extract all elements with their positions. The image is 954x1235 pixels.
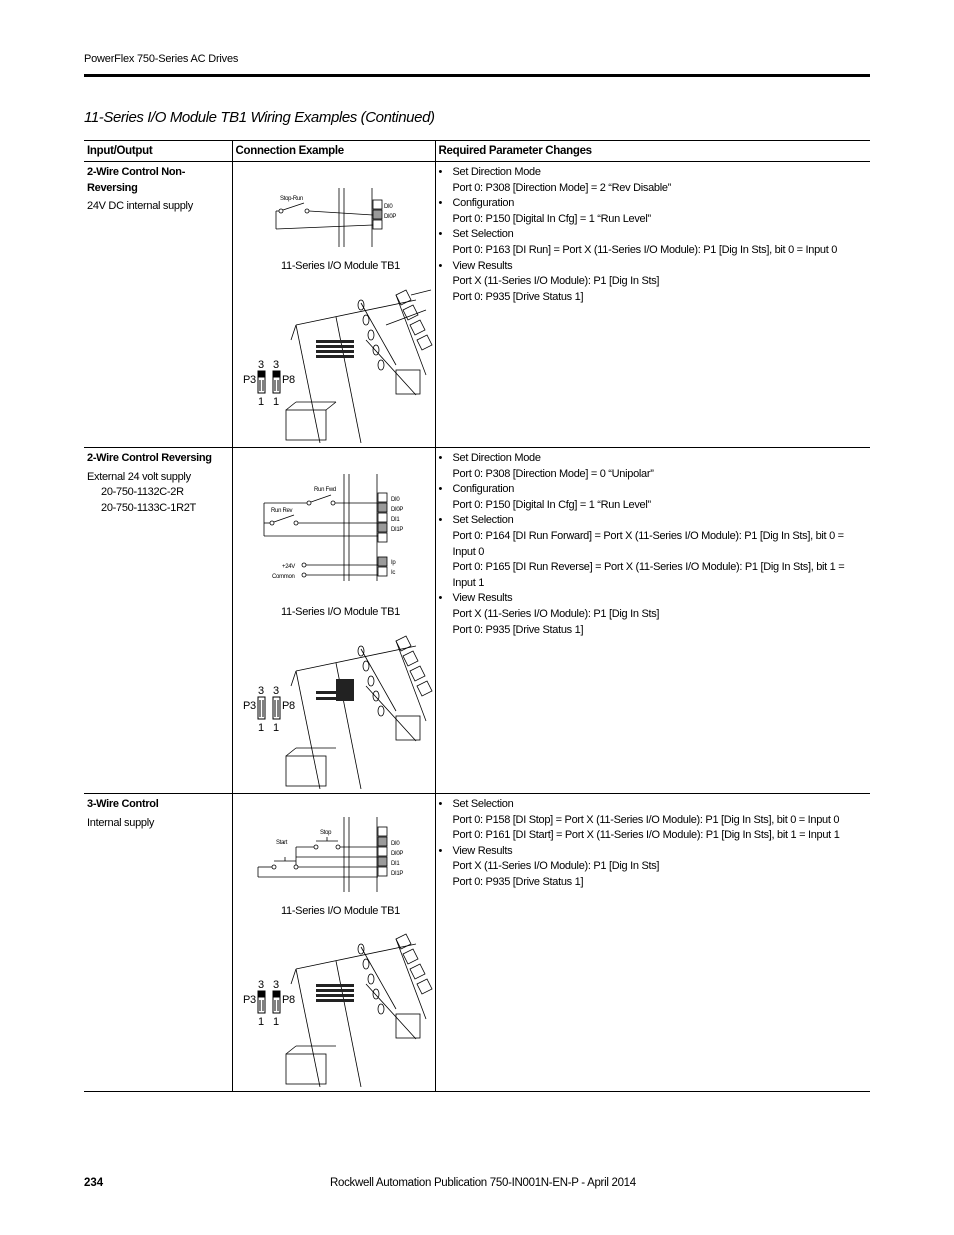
- stop-run-switch: [276, 203, 373, 229]
- change-label: Configuration: [452, 197, 515, 210]
- changes-list: [439, 451, 868, 638]
- change-label: View Results: [452, 259, 513, 272]
- jumper-top-label: 3: [272, 979, 279, 991]
- jumper-p3: [258, 697, 265, 719]
- wiring-diagram-svg: [236, 451, 433, 789]
- module-drawing: [286, 290, 432, 443]
- jumper-right-label: P8: [281, 374, 295, 386]
- change-label: Set Selection: [452, 798, 514, 810]
- terminal-block: [339, 188, 382, 247]
- jumper-p3: [258, 991, 265, 1013]
- jumper-p3: [258, 371, 265, 393]
- param-line: Port X (11-Series I/O Module): P1 [Dig In Sts]: [452, 860, 660, 873]
- supply-label: Common: [271, 574, 295, 580]
- list-item: [453, 227, 868, 258]
- io-model: 20-750-1132C-2R: [101, 486, 184, 499]
- list-item: [453, 844, 868, 891]
- switch-label: Run Fwd: [313, 487, 336, 493]
- switch-label: Run Rev: [270, 508, 292, 514]
- io-cell: [84, 794, 232, 1092]
- io-title: 2-Wire Control Non-Reversing: [87, 166, 186, 194]
- publication-footer: Rockwell Automation Publication 750-IN001N-EN-P - April 2014: [330, 1177, 636, 1189]
- page-number: 234: [84, 1177, 104, 1189]
- switch-label: Stop-Run: [279, 196, 303, 202]
- connection-example-cell: [232, 448, 435, 794]
- terminal-label: Ic: [390, 570, 395, 576]
- terminal-label: DI1: [390, 861, 399, 867]
- io-title: 3-Wire Control: [87, 798, 159, 810]
- terminal-label: DI0P: [383, 214, 396, 220]
- param-line: Port 0: P308 [Direction Mode] = 0 “Unipolar”: [452, 467, 654, 480]
- terminal-label: DI0: [390, 841, 399, 847]
- parameter-changes-cell: [435, 162, 870, 448]
- list-item: [453, 513, 868, 591]
- table-header-row: [84, 141, 870, 162]
- list-item: [453, 797, 868, 844]
- module-drawing: [286, 934, 432, 1087]
- terminal-block: [344, 817, 387, 892]
- wiring-diagram-svg: [236, 797, 433, 1087]
- connector: [316, 984, 354, 1002]
- change-label: Set Selection: [452, 228, 514, 241]
- change-label: Set Direction Mode: [452, 166, 541, 178]
- jumper-left-label: P3: [242, 374, 256, 386]
- io-cell: [84, 448, 232, 794]
- list-item: [453, 451, 868, 482]
- supply-label: +24V: [281, 564, 295, 570]
- param-line: Port 0: P308 [Direction Mode] = 2 “Rev Disable”: [452, 181, 672, 194]
- jumper-top-label: 3: [272, 359, 279, 371]
- io-model: 20-750-1133C-1R2T: [101, 501, 196, 514]
- module-drawing: [286, 636, 432, 789]
- param-line: Port 0: P150 [Digital In Cfg] = 1 “Run Level”: [452, 212, 651, 225]
- connector: [316, 679, 354, 701]
- jumper-bottom-label: 1: [257, 722, 264, 734]
- param-line: Port 0: P935 [Drive Status 1]: [452, 875, 584, 888]
- module-caption: 11-Series I/O Module TB1: [280, 905, 400, 917]
- change-label: Set Selection: [452, 514, 514, 527]
- change-label: View Results: [452, 844, 513, 857]
- changes-list: [439, 165, 868, 305]
- param-line: Port 0: P164 [DI Run Forward] = Port X (11-Series I/O Module): P1 [Dig In Sts], bit 0 = Input 0: [452, 529, 844, 558]
- param-line: Port 0: P161 [DI Start] = Port X (11-Series I/O Module): P1 [Dig In Sts], bit 1 = Input 1: [452, 829, 840, 842]
- param-line: Port 0: P165 [DI Run Reverse] = Port X (11-Series I/O Module): P1 [Dig In Sts], bit 1 = Input 1: [452, 561, 845, 589]
- terminal-label: DI1: [390, 517, 399, 523]
- list-item: [453, 482, 868, 513]
- module-caption: 11-Series I/O Module TB1: [280, 260, 400, 272]
- jumper-left-label: P3: [242, 700, 256, 712]
- switch-label: Start: [275, 840, 287, 846]
- jumper-left-label: P3: [242, 994, 256, 1006]
- jumper-right-label: P8: [281, 994, 295, 1006]
- change-label: Configuration: [452, 483, 515, 496]
- wiring-diagram-svg: [236, 165, 433, 443]
- change-label: Set Direction Mode: [452, 452, 541, 464]
- terminal-label: DI1P: [390, 527, 403, 533]
- terminal-label: DI0: [390, 497, 399, 503]
- jumper-bottom-label: 1: [257, 396, 264, 408]
- changes-list: [439, 797, 868, 891]
- parameter-changes-cell: [435, 794, 870, 1092]
- wiring-diagram: [236, 165, 432, 443]
- jumper-top-label: 3: [257, 685, 264, 697]
- param-line: Port 0: P935 [Drive Status 1]: [452, 290, 584, 303]
- terminal-label: Ip: [390, 560, 395, 566]
- table-row: [84, 448, 870, 794]
- module-caption: 11-Series I/O Module TB1: [280, 606, 400, 618]
- param-line: Port X (11-Series I/O Module): P1 [Dig In Sts]: [452, 607, 660, 620]
- jumper-p8: [273, 697, 280, 719]
- wiring-diagram: [236, 451, 432, 789]
- jumper-p8: [273, 371, 280, 393]
- list-item: [453, 165, 868, 196]
- io-detail: 24V DC internal supply: [87, 200, 193, 213]
- param-line: Port 0: P150 [Digital In Cfg] = 1 “Run Level”: [452, 498, 651, 511]
- param-line: Port 0: P158 [DI Stop] = Port X (11-Series I/O Module): P1 [Dig In Sts], bit 0 = Input 0: [452, 813, 840, 826]
- io-detail: Internal supply: [87, 816, 155, 829]
- jumper-p8: [273, 991, 280, 1013]
- param-line: Port 0: P935 [Drive Status 1]: [452, 623, 584, 636]
- jumper-bottom-label: 1: [272, 1016, 279, 1028]
- jumper-bottom-label: 1: [257, 1016, 264, 1028]
- section-title: 11-Series I/O Module TB1 Wiring Examples (Continued): [84, 109, 435, 126]
- jumper-top-label: 3: [257, 359, 264, 371]
- wiring-diagram: [236, 797, 432, 1087]
- io-detail: External 24 volt supply: [87, 470, 191, 483]
- jumper-top-label: 3: [257, 979, 264, 991]
- header-title: PowerFlex 750-Series AC Drives: [84, 53, 239, 65]
- param-line: Port X (11-Series I/O Module): P1 [Dig In Sts]: [452, 275, 660, 288]
- change-label: View Results: [452, 592, 513, 605]
- connection-example-cell: [232, 794, 435, 1092]
- param-line: Port 0: P163 [DI Run] = Port X (11-Series I/O Module): P1 [Dig In Sts], bit 0 = Input 0: [452, 243, 838, 256]
- column-header-parameter-changes: Required Parameter Changes: [435, 141, 870, 162]
- column-header-connection-example: Connection Example: [232, 141, 435, 162]
- list-item: [453, 259, 868, 306]
- switch-label: Stop: [319, 830, 331, 836]
- wiring-examples-table: [84, 140, 870, 1092]
- jumper-bottom-label: 1: [272, 396, 279, 408]
- jumper-right-label: P8: [281, 700, 295, 712]
- parameter-changes-cell: [435, 448, 870, 794]
- list-item: [453, 196, 868, 227]
- terminal-label: DI0P: [390, 851, 403, 857]
- table-row: [84, 794, 870, 1092]
- column-header-input-output: Input/Output: [84, 141, 232, 162]
- io-title: 2-Wire Control Reversing: [87, 452, 212, 464]
- jumper-top-label: 3: [272, 685, 279, 697]
- io-cell: [84, 162, 232, 448]
- connection-example-cell: [232, 162, 435, 448]
- header-rule: [84, 74, 870, 77]
- table-row: [84, 162, 870, 448]
- jumper-bottom-label: 1: [272, 722, 279, 734]
- list-item: [453, 591, 868, 638]
- terminal-label: DI1P: [390, 871, 403, 877]
- connector: [316, 340, 354, 358]
- terminal-label: DI0P: [390, 507, 403, 513]
- terminal-label: DI0: [383, 204, 392, 210]
